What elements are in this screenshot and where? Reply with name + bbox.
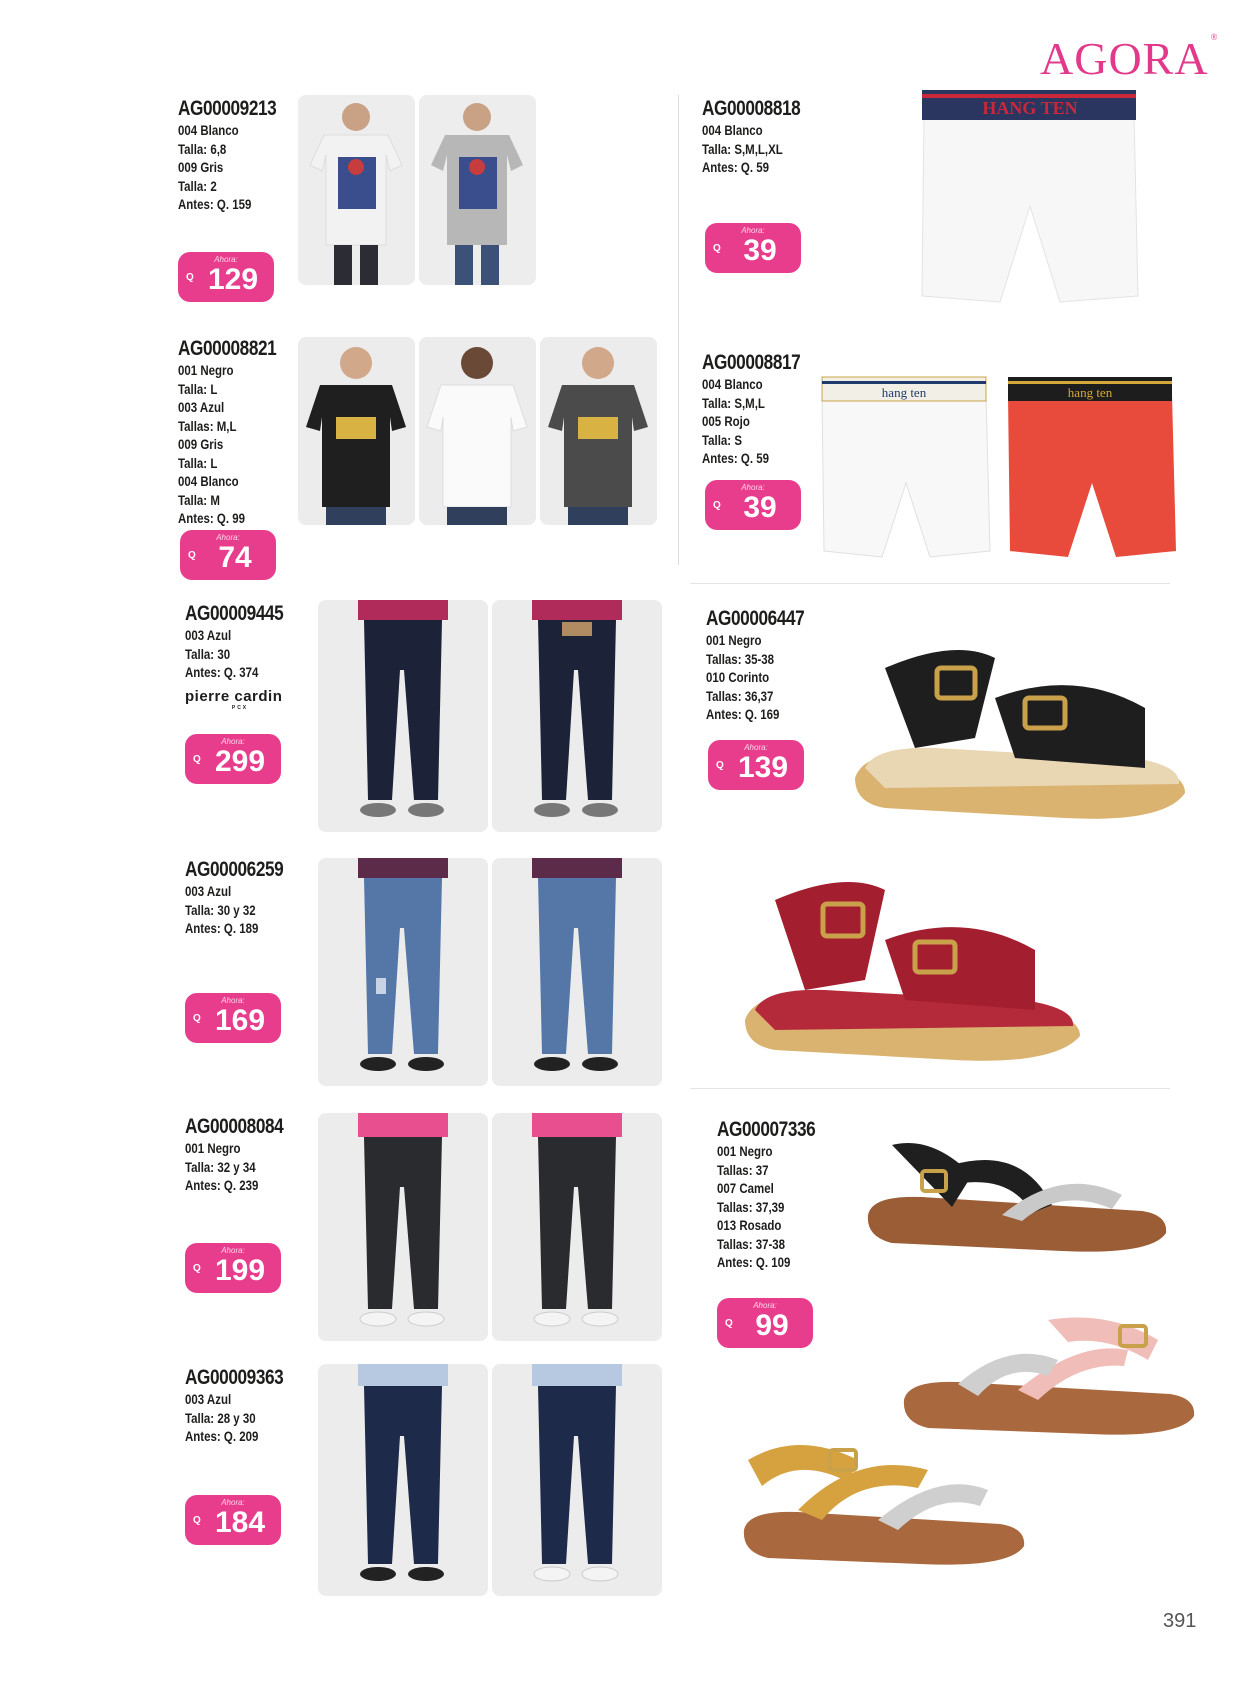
product-info	[185, 602, 305, 711]
product-old-price: Antes: Q. 159	[178, 196, 252, 212]
price-badge	[717, 1298, 813, 1348]
currency-symbol: Q	[713, 500, 721, 511]
price-label: Ahora:	[216, 533, 240, 542]
price-badge	[705, 223, 801, 273]
product-old-price: Antes: Q. 209	[185, 1428, 259, 1444]
registered-mark: ®	[1210, 32, 1219, 42]
price-label: Ahora:	[221, 1498, 245, 1507]
product-photo-boxer-white	[920, 86, 1140, 306]
product-detail: Talla: 32 y 34	[185, 1158, 256, 1175]
product-code: AG00008817	[702, 351, 801, 374]
currency-symbol: Q	[725, 1318, 733, 1329]
product-detail: Talla: L	[178, 380, 218, 397]
product-detail: 001 Negro	[178, 362, 234, 378]
product-detail: 013 Rosado	[717, 1217, 782, 1233]
price-badge	[705, 480, 801, 530]
price-badge	[185, 734, 281, 784]
product-old-price: Antes: Q. 99	[178, 510, 245, 526]
price-amount: 199	[214, 1254, 266, 1287]
price-amount: 129	[207, 263, 259, 296]
product-code: AG00007336	[717, 1118, 816, 1141]
price-amount: 184	[214, 1506, 266, 1539]
product-detail: Talla: 30	[185, 645, 231, 662]
product-photo-jeans-navy-front	[318, 1364, 488, 1596]
product-detail: Tallas: 35-38	[706, 650, 775, 667]
price-label: Ahora:	[221, 737, 245, 746]
product-photo-jeans-navy-back	[492, 1364, 662, 1596]
product-code: AG00008821	[178, 337, 277, 360]
product-detail: 009 Gris	[178, 436, 224, 452]
price-amount: 299	[214, 745, 266, 778]
price-amount: 39	[743, 491, 777, 524]
price-amount: 99	[755, 1309, 789, 1342]
product-photo-boxers-white-red	[818, 373, 1178, 560]
product-detail: Talla: S,M,L,XL	[702, 140, 783, 157]
product-detail: Talla: L	[178, 454, 218, 471]
product-detail: 004 Blanco	[702, 122, 763, 138]
product-detail: 001 Negro	[717, 1143, 773, 1159]
waistband-logo-text: hang ten	[881, 385, 927, 400]
currency-symbol: Q	[186, 272, 194, 283]
product-photo-sandal-strappy-camel	[738, 1420, 1028, 1570]
product-photo-men-tee-white	[419, 337, 536, 525]
price-label: Ahora:	[741, 483, 765, 492]
waistband-logo-text: hang ten	[1067, 385, 1113, 400]
product-detail: 004 Blanco	[178, 122, 239, 138]
product-detail: 003 Azul	[185, 627, 232, 643]
product-photo-men-tee-black	[298, 337, 415, 525]
product-info	[706, 607, 826, 724]
product-photo-sandal-strappy-pink	[898, 1300, 1198, 1440]
pierre-cardin-logo	[185, 688, 305, 711]
product-photo-kids-tee-white	[298, 95, 415, 285]
product-photo-jeans-black-back	[492, 1113, 662, 1341]
currency-symbol: Q	[716, 760, 724, 771]
price-label: Ahora:	[741, 226, 765, 235]
product-detail: 003 Azul	[178, 399, 225, 415]
product-info	[185, 1366, 305, 1446]
product-info	[717, 1118, 837, 1272]
price-badge	[185, 1495, 281, 1545]
product-detail: 009 Gris	[178, 159, 224, 175]
row-divider	[690, 583, 1170, 584]
product-old-price: Antes: Q. 169	[706, 706, 780, 722]
product-detail: Tallas: 37	[717, 1161, 769, 1178]
price-label: Ahora:	[744, 743, 768, 752]
price-label: Ahora:	[214, 255, 238, 264]
product-photo-jeans-distressed-front	[318, 858, 488, 1086]
brand-text: pierre cardin	[185, 687, 283, 705]
currency-symbol: Q	[193, 1013, 201, 1024]
product-detail: 003 Azul	[185, 1391, 232, 1407]
price-badge	[185, 1243, 281, 1293]
product-detail: 003 Azul	[185, 883, 232, 899]
product-detail: 004 Blanco	[702, 376, 763, 392]
brand-logo	[1040, 32, 1219, 85]
product-old-price: Antes: Q. 109	[717, 1254, 791, 1270]
product-detail: Talla: S,M,L	[702, 394, 765, 411]
waistband-logo-text: HANG TEN	[982, 98, 1078, 118]
currency-symbol: Q	[713, 243, 721, 254]
price-amount: 39	[743, 234, 777, 267]
product-code: AG00008818	[702, 97, 801, 120]
currency-symbol: Q	[193, 1515, 201, 1526]
product-code: AG00009213	[178, 97, 277, 120]
product-old-price: Antes: Q. 59	[702, 450, 769, 466]
product-detail: Tallas: M,L	[178, 417, 237, 434]
product-detail: 001 Negro	[185, 1140, 241, 1156]
product-photo-sandal-black	[845, 628, 1195, 828]
product-detail: 010 Corinto	[706, 669, 770, 685]
price-label: Ahora:	[753, 1301, 777, 1310]
product-detail: Tallas: 36,37	[706, 687, 774, 704]
product-info	[185, 858, 305, 938]
product-detail: 005 Rojo	[702, 413, 750, 429]
product-old-price: Antes: Q. 374	[185, 664, 259, 680]
price-amount: 169	[214, 1004, 266, 1037]
price-amount: 139	[737, 751, 789, 784]
product-photo-jeans-dark-back	[492, 600, 662, 832]
price-badge	[708, 740, 804, 790]
product-photo-kids-tee-grey	[419, 95, 536, 285]
product-old-price: Antes: Q. 189	[185, 920, 259, 936]
column-divider	[678, 95, 679, 565]
product-old-price: Antes: Q. 59	[702, 159, 769, 175]
product-detail: Talla: M	[178, 491, 220, 508]
product-detail: Talla: 2	[178, 177, 217, 194]
currency-symbol: Q	[193, 754, 201, 765]
product-photo-jeans-dark-front	[318, 600, 488, 832]
product-photo-jeans-distressed-back	[492, 858, 662, 1086]
product-detail: 004 Blanco	[178, 473, 239, 489]
product-photo-jeans-black-front	[318, 1113, 488, 1341]
product-detail: Tallas: 37,39	[717, 1198, 785, 1215]
product-detail: Talla: 28 y 30	[185, 1409, 256, 1426]
product-code: AG00009445	[185, 602, 284, 625]
product-info	[178, 97, 298, 214]
product-info	[702, 351, 822, 468]
brand-subtext: PCX	[231, 704, 249, 711]
product-code: AG00006447	[706, 607, 805, 630]
product-info	[185, 1115, 305, 1195]
price-badge	[180, 530, 276, 580]
currency-symbol: Q	[188, 550, 196, 561]
product-photo-sandal-strappy-black	[862, 1125, 1172, 1260]
currency-symbol: Q	[193, 1263, 201, 1274]
page-number: 391	[1163, 1610, 1197, 1632]
product-photo-sandal-corinto	[735, 860, 1090, 1070]
price-label: Ahora:	[221, 1246, 245, 1255]
brand-name: AGORA	[1040, 33, 1209, 84]
product-info	[702, 97, 822, 177]
price-badge	[178, 252, 274, 302]
row-divider	[690, 1088, 1170, 1089]
product-detail: Tallas: 37-38	[717, 1235, 786, 1252]
product-info	[178, 337, 298, 528]
price-amount: 74	[218, 541, 252, 574]
product-detail: Talla: 30 y 32	[185, 901, 256, 918]
price-badge	[185, 993, 281, 1043]
price-label: Ahora:	[221, 996, 245, 1005]
product-detail: 001 Negro	[706, 632, 762, 648]
product-code: AG00009363	[185, 1366, 284, 1389]
product-detail: Talla: S	[702, 431, 742, 448]
product-old-price: Antes: Q. 239	[185, 1177, 259, 1193]
product-code: AG00008084	[185, 1115, 284, 1138]
product-detail: 007 Camel	[717, 1180, 774, 1196]
product-code: AG00006259	[185, 858, 284, 881]
product-photo-men-tee-grey	[540, 337, 657, 525]
product-detail: Talla: 6,8	[178, 140, 227, 157]
